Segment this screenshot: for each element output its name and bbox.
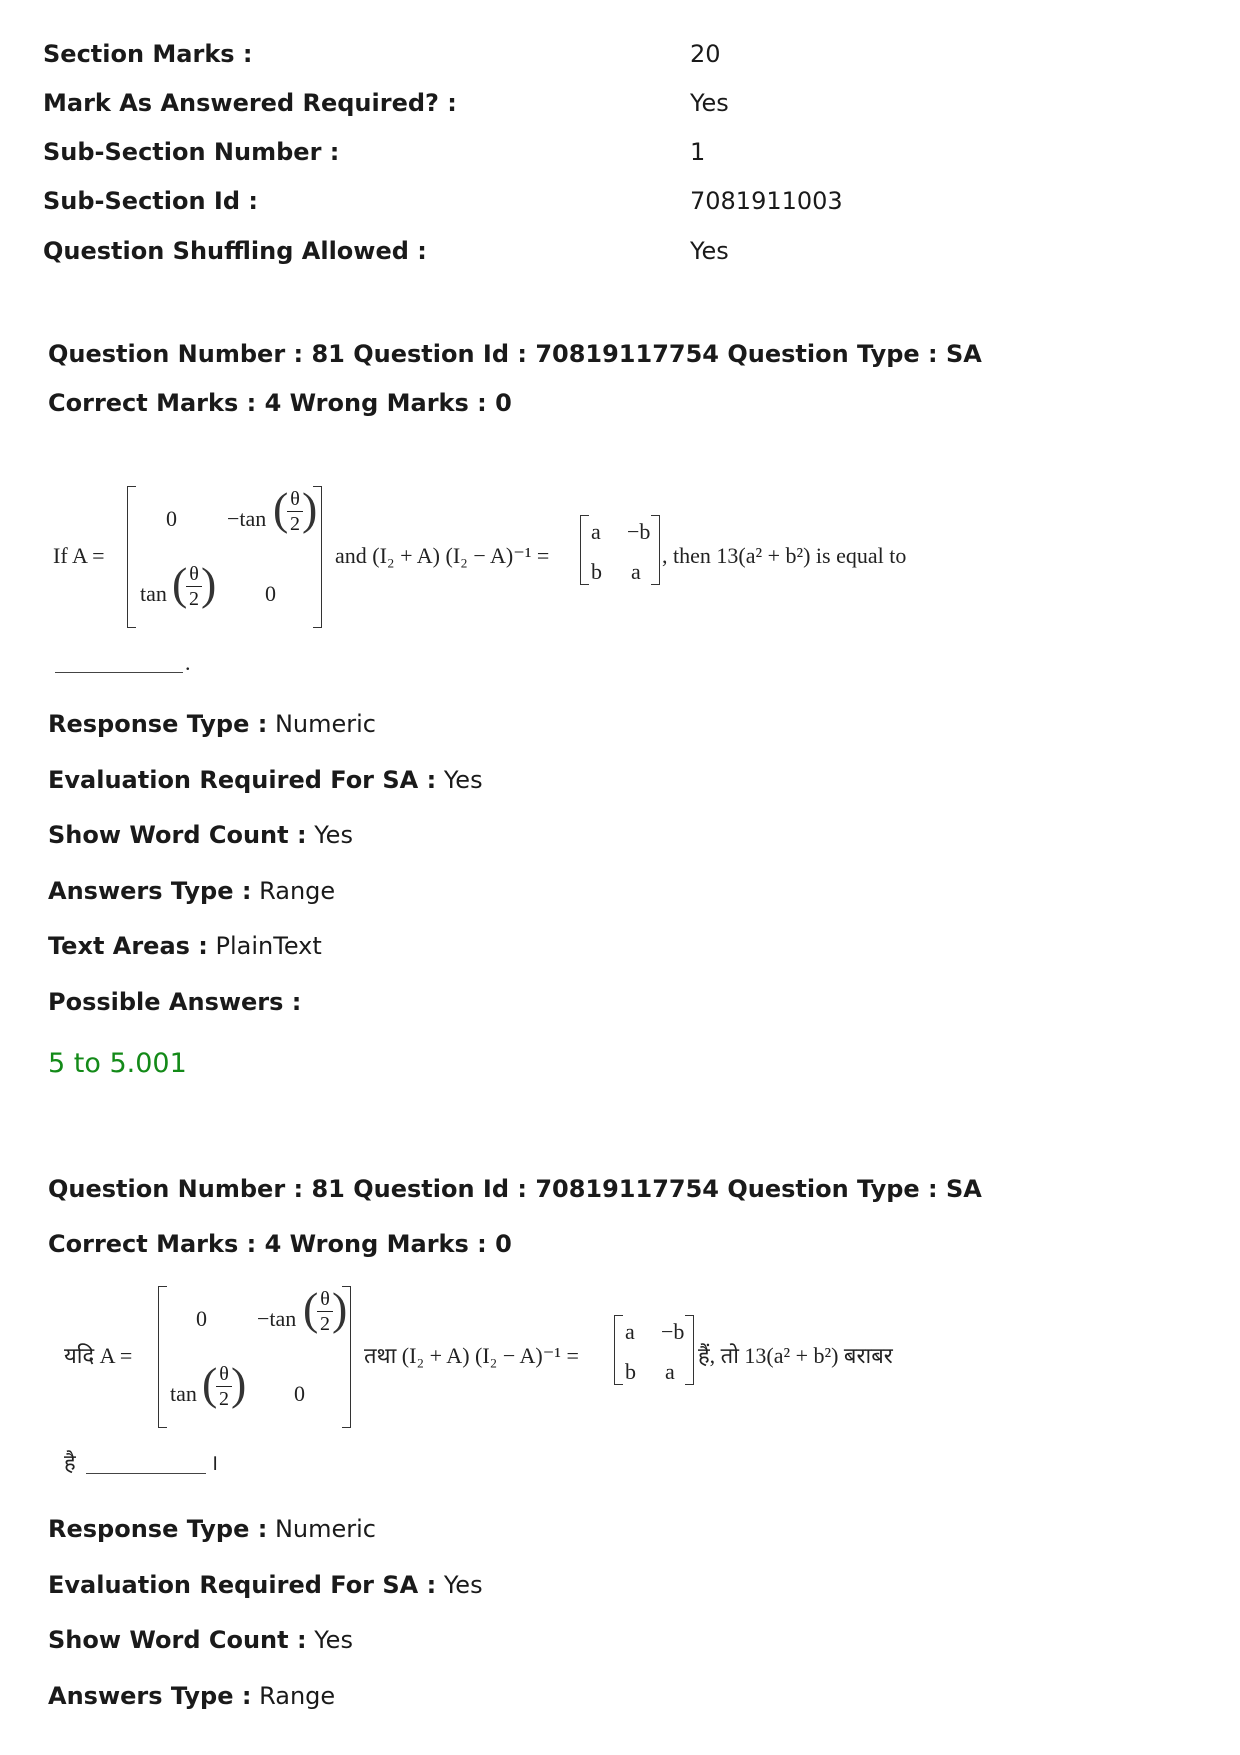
math-middle: तथा (I₂ + A) (I₂ − A)⁻¹ =	[364, 1343, 579, 1368]
possible-answer-value: 5 to 5.001	[48, 1048, 187, 1079]
text-areas-label: Text Areas :	[48, 932, 208, 960]
fraction-theta-half	[287, 489, 303, 534]
result-r21: b	[591, 559, 602, 584]
matrix-a12: −tan	[227, 506, 267, 531]
response-type-label: Response Type :	[48, 710, 268, 738]
result-left-bracket	[580, 515, 589, 585]
sub-section-number-label: Sub-Section Number :	[43, 138, 340, 166]
fraction-denominator: 2	[219, 1388, 229, 1410]
paren-open: (	[273, 483, 289, 534]
fraction-theta-half	[317, 1289, 333, 1334]
answers-type	[48, 879, 335, 903]
fraction-numerator: θ	[290, 488, 300, 510]
answers-type-value: Range	[259, 877, 336, 905]
evaluation-required	[48, 1573, 483, 1597]
response-type-value: Numeric	[274, 1515, 376, 1543]
answer-blank-line	[55, 672, 183, 673]
answer-blank-line	[86, 1473, 206, 1474]
question-marks: Correct Marks : 4 Wrong Marks : 0	[48, 389, 512, 417]
fraction-bar	[287, 511, 303, 512]
response-type-value: Numeric	[274, 710, 376, 738]
answers-type-label: Answers Type :	[48, 1682, 252, 1710]
result-r12: −b	[661, 1319, 685, 1344]
response-type	[48, 1517, 376, 1541]
show-word-count-label: Show Word Count :	[48, 821, 307, 849]
math-line2-start: है	[64, 1450, 76, 1475]
paren-open: (	[303, 1283, 319, 1334]
show-word-count-value: Yes	[314, 821, 353, 849]
fraction-bar	[186, 586, 202, 587]
matrix-a11: 0	[166, 506, 177, 531]
sub-section-number-value: 1	[690, 138, 706, 166]
result-r21: b	[625, 1359, 636, 1384]
show-word-count-label: Show Word Count :	[48, 1626, 307, 1654]
evaluation-required-value: Yes	[443, 766, 483, 794]
answers-type	[48, 1684, 335, 1708]
math-prefix: If A =	[53, 543, 105, 568]
matrix-a21: tan	[170, 1381, 197, 1406]
possible-answers-label: Possible Answers :	[48, 988, 302, 1016]
result-r11: a	[625, 1319, 635, 1344]
fraction-theta-half	[216, 1364, 232, 1409]
matrix-a21: tan	[140, 581, 167, 606]
paren-open: (	[172, 558, 188, 609]
matrix-a12: −tan	[257, 1306, 297, 1331]
math-end: ।	[210, 1450, 219, 1475]
question-header: Question Number : 81 Question Id : 70819117754 Question Type : SA	[48, 1175, 982, 1203]
fraction-numerator: θ	[189, 563, 199, 585]
fraction-numerator: θ	[320, 1288, 330, 1310]
paren-close: )	[302, 483, 318, 534]
show-word-count-value: Yes	[314, 1626, 353, 1654]
matrix-a11: 0	[196, 1306, 207, 1331]
math-suffix: हैं, तो 13(a² + b²) बराबर	[698, 1343, 893, 1368]
matrix-a22: 0	[294, 1381, 305, 1406]
paren-close: )	[231, 1358, 247, 1409]
mark-as-answered-value: Yes	[690, 89, 729, 117]
question-shuffling-label: Question Shuffling Allowed :	[43, 237, 427, 265]
matrix-left-bracket	[158, 1286, 167, 1428]
result-left-bracket	[614, 1315, 623, 1385]
answers-type-label: Answers Type :	[48, 877, 252, 905]
response-type	[48, 712, 376, 736]
result-r12: −b	[627, 519, 651, 544]
matrix-a22: 0	[265, 581, 276, 606]
fraction-numerator: θ	[219, 1363, 229, 1385]
math-end: .	[185, 650, 191, 675]
fraction-theta-half	[186, 564, 202, 609]
section-marks-value: 20	[690, 40, 721, 68]
fraction-bar	[317, 1311, 333, 1312]
math-middle: and (I₂ + A) (I₂ − A)⁻¹ =	[335, 543, 550, 568]
fraction-denominator: 2	[290, 513, 300, 535]
answers-type-value: Range	[259, 1682, 336, 1710]
result-r22: a	[665, 1359, 675, 1384]
question-marks: Correct Marks : 4 Wrong Marks : 0	[48, 1230, 512, 1258]
result-right-bracket	[685, 1315, 694, 1385]
math-prefix: यदि A =	[64, 1343, 133, 1368]
evaluation-required-value: Yes	[443, 1571, 483, 1599]
question-shuffling-value: Yes	[690, 237, 729, 265]
evaluation-required-label: Evaluation Required For SA :	[48, 766, 437, 794]
text-areas-value: PlainText	[215, 932, 322, 960]
show-word-count	[48, 1628, 353, 1652]
text-areas	[48, 934, 322, 958]
fraction-denominator: 2	[320, 1313, 330, 1335]
evaluation-required-label: Evaluation Required For SA :	[48, 1571, 437, 1599]
paren-open: (	[202, 1358, 218, 1409]
paren-close: )	[201, 558, 217, 609]
result-r11: a	[591, 519, 601, 544]
result-right-bracket	[651, 515, 660, 585]
mark-as-answered-label: Mark As Answered Required? :	[43, 89, 457, 117]
math-suffix: , then 13(a² + b²) is equal to	[662, 543, 907, 568]
sub-section-id-label: Sub-Section Id :	[43, 187, 258, 215]
sub-section-id-value: 7081911003	[690, 187, 843, 215]
paren-close: )	[332, 1283, 348, 1334]
result-r22: a	[631, 559, 641, 584]
section-marks-label: Section Marks :	[43, 40, 253, 68]
show-word-count	[48, 823, 353, 847]
question-header: Question Number : 81 Question Id : 70819117754 Question Type : SA	[48, 340, 982, 368]
evaluation-required	[48, 768, 483, 792]
fraction-bar	[216, 1386, 232, 1387]
fraction-denominator: 2	[189, 588, 199, 610]
matrix-left-bracket	[127, 486, 136, 628]
response-type-label: Response Type :	[48, 1515, 268, 1543]
